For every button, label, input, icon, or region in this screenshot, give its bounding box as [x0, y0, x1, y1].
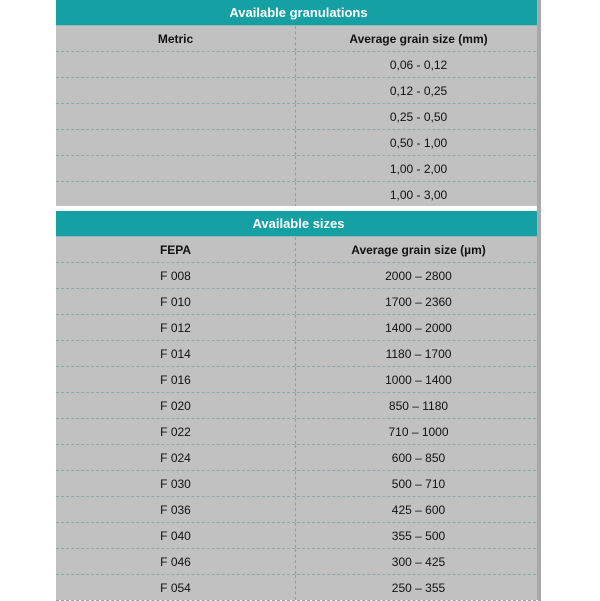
- metric-cell: [56, 104, 296, 129]
- grain-size-cell: 250 – 355: [391, 580, 446, 595]
- grain-size-cell: 600 – 850: [391, 450, 446, 465]
- fepa-cell: F 020: [56, 393, 296, 418]
- grain-size-cell: 0,12 - 0,25: [389, 83, 448, 98]
- granulations-header-row: [56, 26, 541, 52]
- table-row: [56, 445, 541, 471]
- sizes-title: Available sizes: [56, 211, 541, 237]
- grain-size-cell: 500 – 710: [391, 476, 446, 491]
- grain-size-cell: 300 – 425: [391, 554, 446, 569]
- grain-size-cell: 850 – 1180: [388, 398, 449, 413]
- grain-size-cell: 710 – 1000: [388, 424, 449, 439]
- table-row: [56, 471, 541, 497]
- grain-size-cell: 1,00 - 3,00: [389, 187, 448, 202]
- fepa-cell: F 022: [56, 419, 296, 444]
- header-grain-size-mm: Average grain size (mm): [349, 31, 488, 46]
- grain-size-cell: 0,06 - 0,12: [389, 57, 448, 72]
- table-row: [56, 263, 541, 289]
- grain-size-cell: 1180 – 1700: [385, 346, 452, 361]
- table-row: [56, 182, 541, 208]
- table-row: [56, 289, 541, 315]
- fepa-cell: F 014: [56, 341, 296, 366]
- grain-size-cell: 1000 – 1400: [385, 372, 452, 387]
- sizes-header-row: [56, 237, 541, 263]
- fepa-cell: F 016: [56, 367, 296, 392]
- grain-size-cell: 0,50 - 1,00: [389, 135, 448, 150]
- table-row: [56, 341, 541, 367]
- grain-size-cell: 425 – 600: [391, 502, 446, 517]
- content-frame: [56, 0, 541, 600]
- header-fepa: FEPA: [56, 237, 296, 262]
- table-row: [56, 575, 541, 601]
- fepa-cell: F 012: [56, 315, 296, 340]
- table-row: [56, 130, 541, 156]
- fepa-cell: F 030: [56, 471, 296, 496]
- granulations-table: [56, 0, 541, 208]
- table-row: [56, 497, 541, 523]
- metric-cell: [56, 156, 296, 181]
- granulations-title: Available granulations: [56, 0, 541, 26]
- table-row: [56, 367, 541, 393]
- right-border-strip: [537, 0, 541, 600]
- metric-cell: [56, 78, 296, 103]
- metric-cell: [56, 52, 296, 77]
- fepa-cell: F 010: [56, 289, 296, 314]
- grain-size-cell: 2000 – 2800: [385, 268, 452, 283]
- fepa-cell: F 046: [56, 549, 296, 574]
- grain-size-cell: 355 – 500: [391, 528, 446, 543]
- fepa-cell: F 008: [56, 263, 296, 288]
- grain-size-cell: 1400 – 2000: [385, 320, 452, 335]
- fepa-cell: F 054: [56, 575, 296, 600]
- header-grain-size-um: Average grain size (µm): [351, 242, 486, 257]
- fepa-cell: F 024: [56, 445, 296, 470]
- table-row: [56, 156, 541, 182]
- metric-cell: [56, 130, 296, 155]
- grain-size-cell: 1,00 - 2,00: [389, 161, 448, 176]
- table-row: [56, 104, 541, 130]
- table-row: [56, 52, 541, 78]
- table-row: [56, 393, 541, 419]
- header-metric: Metric: [56, 26, 296, 51]
- table-row: [56, 549, 541, 575]
- fepa-cell: F 040: [56, 523, 296, 548]
- table-row: [56, 315, 541, 341]
- table-row: [56, 523, 541, 549]
- table-row: [56, 419, 541, 445]
- grain-size-cell: 1700 – 2360: [385, 294, 452, 309]
- grain-size-cell: 0,25 - 0,50: [389, 109, 448, 124]
- table-row: [56, 78, 541, 104]
- metric-cell: [56, 182, 296, 207]
- sizes-table: [56, 211, 541, 601]
- fepa-cell: F 036: [56, 497, 296, 522]
